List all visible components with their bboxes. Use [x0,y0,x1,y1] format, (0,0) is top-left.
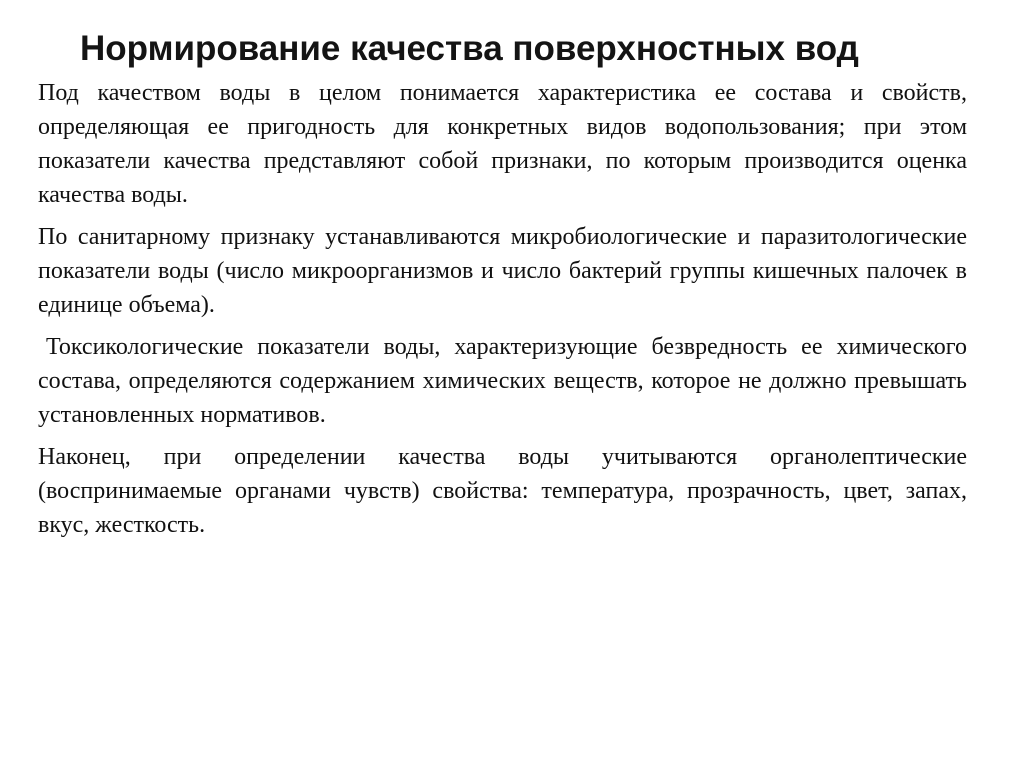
paragraph-organoleptic: Наконец, при определении качества воды учитываются органолептические (воспринимаемые органами чувств) свойства: температура, прозрачность, цвет, запах, вкус, жесткость. [38,444,967,538]
paragraph-toxicological: Токсикологические показатели воды, характеризующие безвредность ее химического состава, определяются содержанием химических веществ, которое не должно превышать установленных нормативов. [38,334,967,428]
paragraph-definition: Под качеством воды в целом понимается характеристика ее состава и свойств, определяющая ее пригодность для конкретных видов водопользования; при этом показатели качества представляют собой признаки, по которым производится оценка качества воды. [38,80,967,208]
slide-body [38,76,967,550]
slide-title: Нормирование качества поверхностных вод [80,29,859,68]
paragraph-sanitary: По санитарному признаку устанавливаются микробиологические и паразитологические показатели воды (число микроорганизмов и число бактерий группы кишечных палочек в единице объема). [38,224,967,318]
